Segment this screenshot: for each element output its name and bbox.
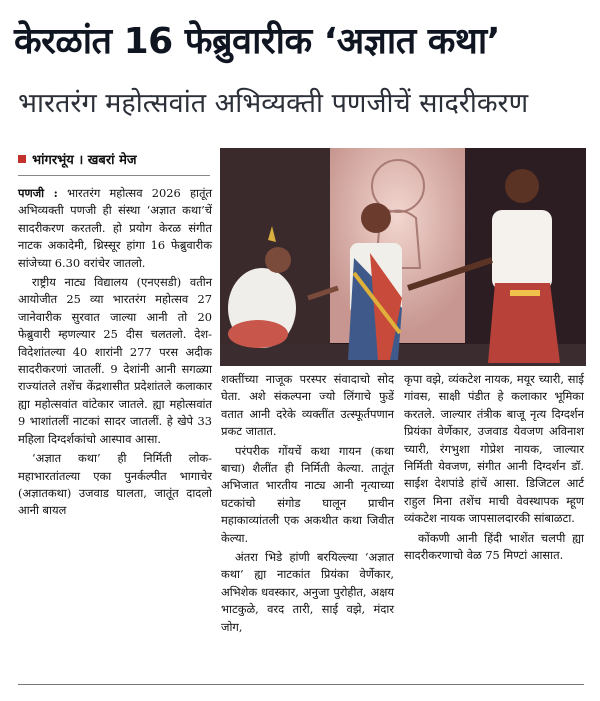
subheadline: भारतरंग महोत्सवांत अभिव्यक्ती पणजीचें सादरीकरण [18, 88, 529, 119]
dateline: पणजी : [18, 186, 58, 200]
divider [18, 175, 210, 176]
byline-text: भांगरभूंय । खबरां मेज [32, 153, 137, 168]
paragraph: राष्ट्रीय नाट्य विद्यालय (एनएसडी) वतीन आयोजीत 25 व्या भारतरंग महोत्सव 27 जानेवारीक सुरवात जाल्या आनी तो 20 फेब्रुवारी म्हणल्यार 25 दीस चलतलो. देश- विदेशांतल्या 40 शारांनी 277 परस अदीक सादरीकरणां जातलीं. 9 देशांनी आनी सगळ्या राज्यांतले तशेंच केंद्रशासीत प्रदेशांतले कलाकार ह्या महोत्सवांत वांटेकार जातले. ह्या महोत्सवांत 9 भाशांतलीं नाटकां सादर जातलीं. हे खेपे 33 महिला दिग्दर्शकांचो आस्पाव आसा. [18, 275, 212, 446]
paragraph: ‘अज्ञात कथा’ ही निर्मिती लोक- महाभारतांतल्या एका पुनर्कल्पीत भागाचेर (अज्ञातकथा) उजवाड घालता, जातूंत दादलो आनी बायल [18, 451, 212, 518]
byline-marker-icon [18, 155, 26, 163]
paragraph: कोंकणी आनी हिंदी भाशेंत चलपी ह्या सादरीकरणाचो वेळ 75 मिण्टां आसात. [404, 530, 584, 563]
paragraph-text: भारतरंग महोत्सव 2026 हातूंत अभिव्यक्ती पणजी ही संस्था ‘अज्ञात कथा’चें सादरीकरण करतली. हो प्रयोग केरळ संगीत नाटक अकादेमी, थ्रिस्सूर हांगा 16 फेब्रुवारीक सांजेच्या 6.30 वरांचेर जातलो. [18, 186, 212, 270]
article-column-3 [404, 371, 584, 566]
stage-performance-photo [220, 148, 586, 366]
paragraph: कृपा वझे, व्यंकटेश नायक, मयूर च्यारी, साई गांवस, साक्षी पंडीत हे कलाकार भूमिका करतले. जाल्यार तंत्रीक बाजू नृत्य दिग्दर्शन प्रियंका वेर्णेकार, उजवाड येवजण अविनाश च्यारी, रंगभुशा गोप्रेश नायक, जाल्यार निर्मिती येवजण, संगीत आनी दिग्दर्शन डॉ. साईश देशपांडे हांचें आसा. डिजिटल आर्ट राहुल मिना तशेंच माची वेवस्थापक म्हूण व्यंकटेश नायक जापसालदारकी सांबाळटा. [404, 372, 584, 526]
photo-illustration [220, 148, 586, 366]
byline [18, 150, 137, 168]
paragraph: परंपरीक गोंयचें कथा गायन (कथा बाचा) शैलींत ही निर्मिती केल्या. तातूंत अभिजात भारतीय नाट्य आनी नृत्याच्या घटकांचो संगोड घालून प्राचीन महाकाव्यांतली एक अकथीत कथा जिवीत केल्या. [221, 443, 394, 545]
paragraph [18, 185, 212, 272]
divider [18, 684, 584, 685]
paragraph: अंतरा भिडे हांणी बरयिल्ल्या ‘अज्ञात कथा’ ह्या नाटकांत प्रियंका वेर्णेकार, अभिशेक धवस्कार, अनुजा पुरोहीत, अक्षय भाटकुळे, वरद तारी, साई वझे, मंदार जोग, [221, 550, 394, 634]
article-column-1 [18, 185, 212, 522]
headline: केरळांत 16 फेब्रुवारीक ‘अज्ञात कथा’ [14, 21, 500, 62]
article-column-2 [221, 371, 394, 638]
paragraph: शक्तींच्या नाजूक परस्पर संवादाचो सोद घेता. अशे संकल्पना ज्यो लिंगाचे फुडें वतात आनी दरेके व्यक्तींत उत्स्फूर्तपणान प्रकट जातात. [221, 372, 394, 439]
